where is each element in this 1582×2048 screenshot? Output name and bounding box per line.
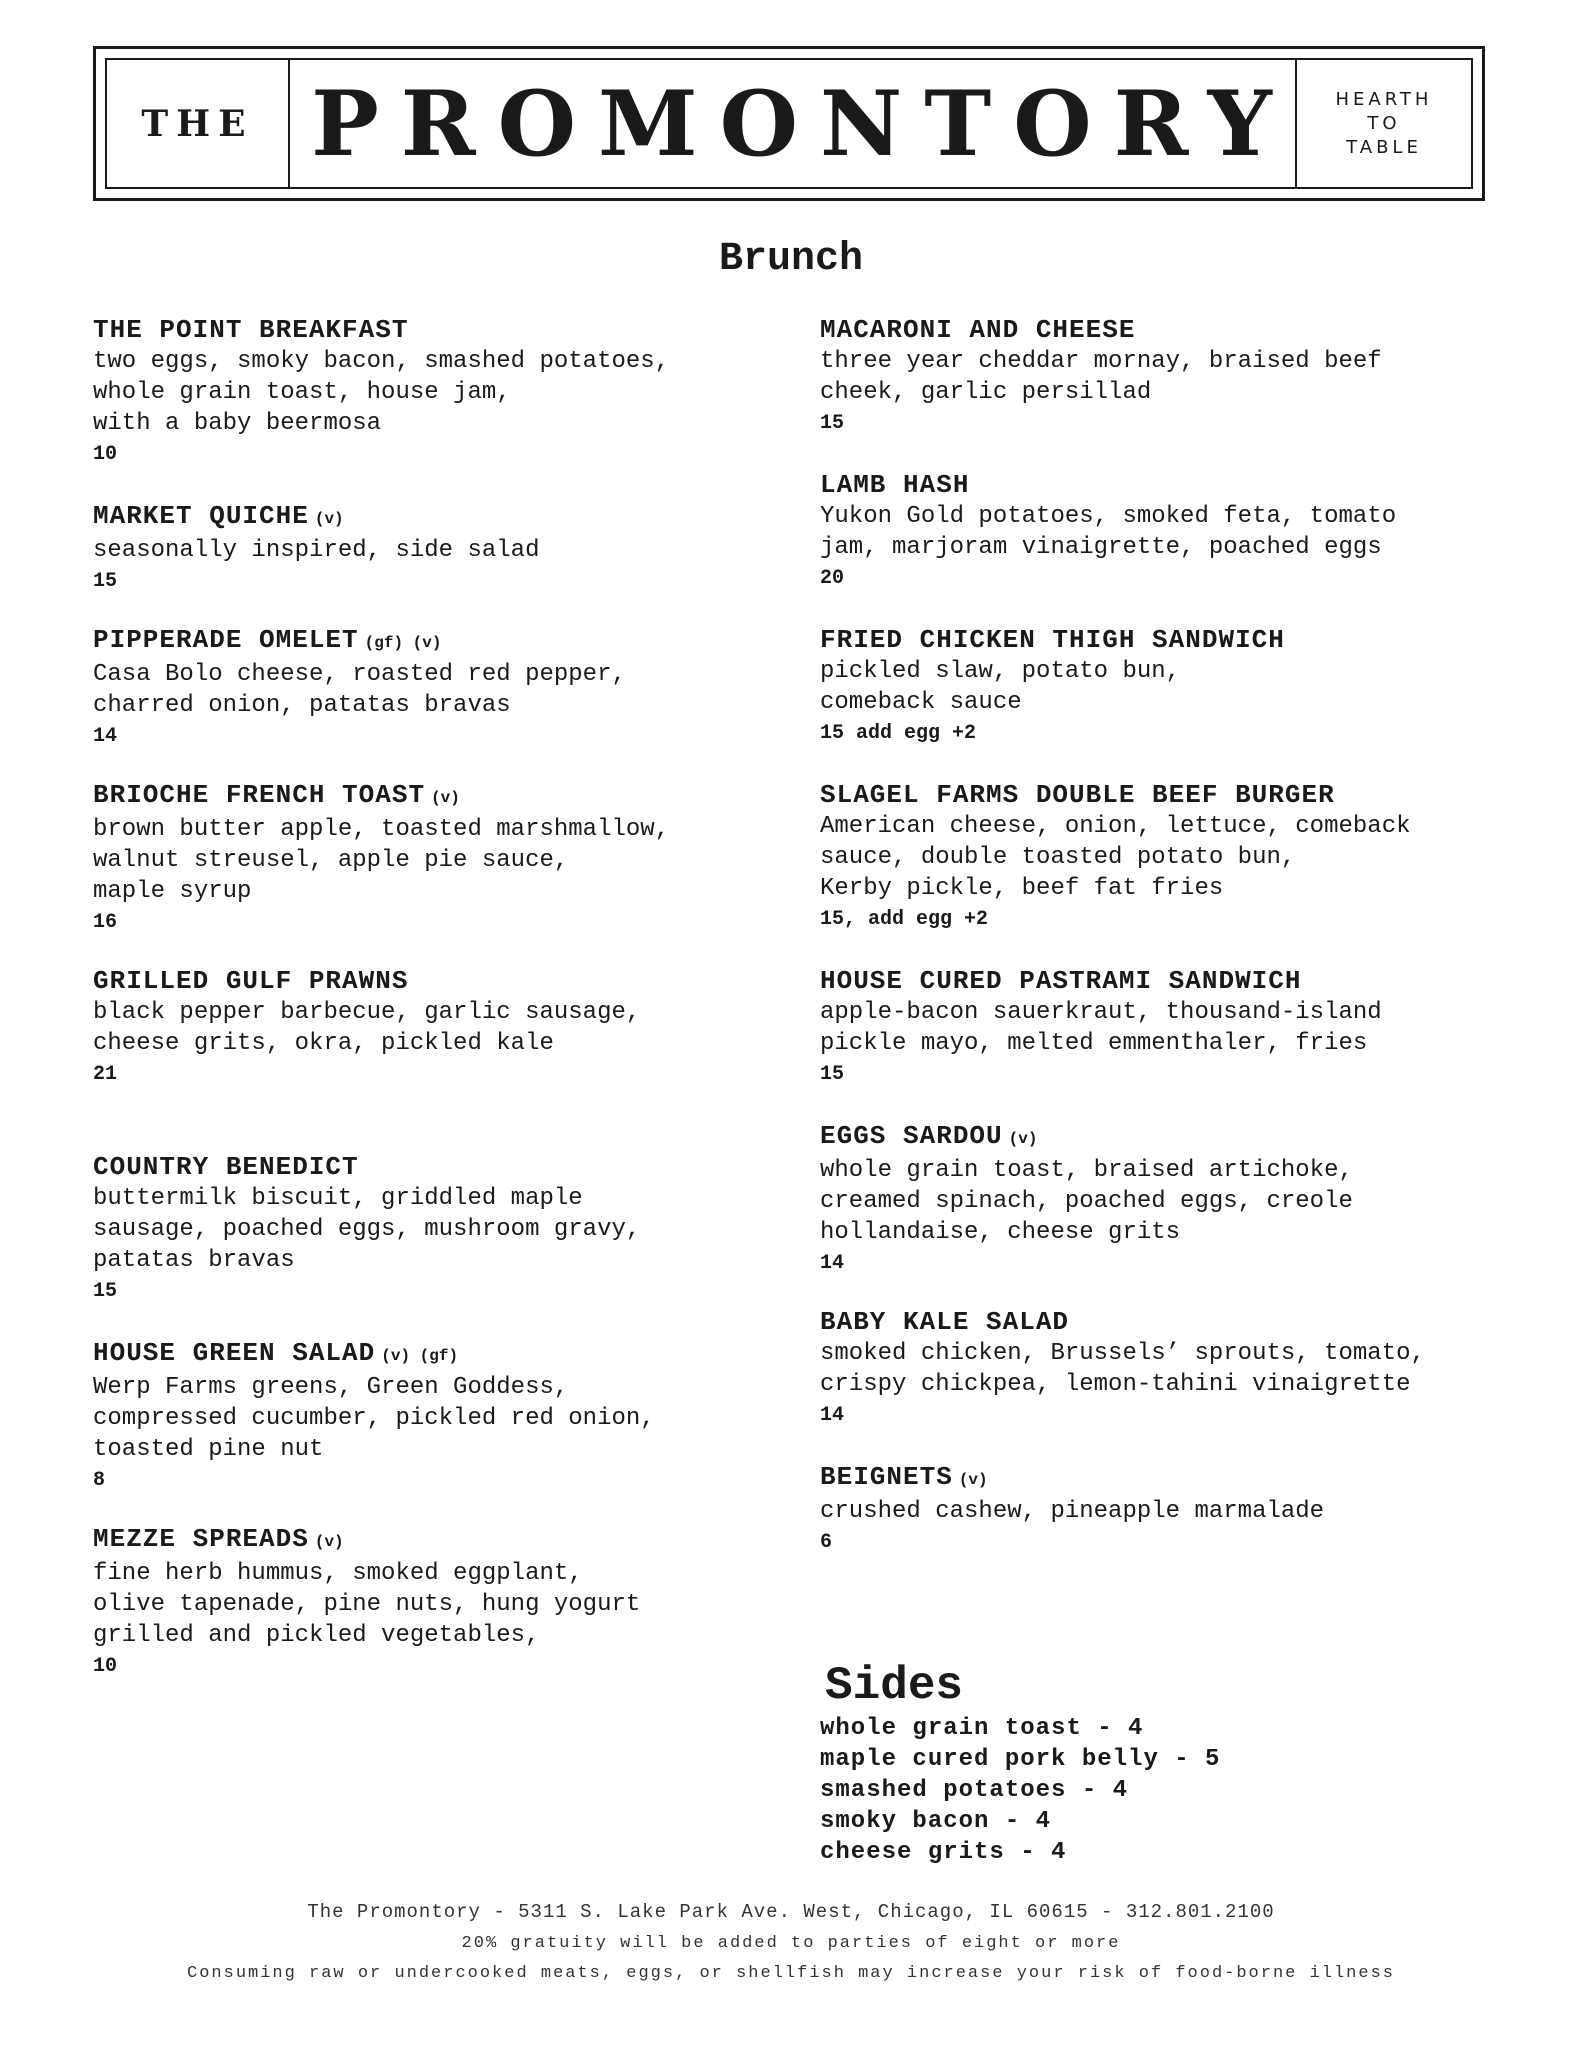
sides-item: smoky bacon - 4 (820, 1808, 1052, 1835)
menu-item (820, 966, 1520, 1090)
footer-gratuity-note: 20% gratuity will be added to parties of eight or more (461, 1934, 1121, 1953)
item-name: EGGS SARDOU (v) (820, 1121, 1038, 1151)
item-description-line: with a baby beermosa (93, 410, 382, 437)
menu-item (93, 625, 773, 752)
sides-item: maple cured pork belly - 5 (820, 1746, 1221, 1773)
item-description-line: grilled and pickled vegetables, (93, 1622, 540, 1649)
item-description-line: maple syrup (93, 878, 252, 905)
menu-item (820, 470, 1520, 594)
dietary-tags: (v) (431, 789, 460, 807)
footer-health-warning: Consuming raw or undercooked meats, eggs, or shellfish may increase your risk of food-borne illness (187, 1964, 1395, 1983)
item-name: BRIOCHE FRENCH TOAST (v) (93, 780, 460, 810)
item-description-line: charred onion, patatas bravas (93, 692, 511, 719)
item-description-line: Kerby pickle, beef fat fries (820, 875, 1224, 902)
item-description-line: sausage, poached eggs, mushroom gravy, (93, 1216, 641, 1243)
item-name: HOUSE GREEN SALAD (v) (gf) (93, 1338, 459, 1368)
item-description-line: comeback sauce (820, 689, 1022, 716)
logo-tagline (1295, 60, 1471, 187)
item-name: BEIGNETS (v) (820, 1462, 988, 1492)
item-name: MEZZE SPREADS (v) (93, 1524, 344, 1554)
dietary-tags: (v) (1008, 1130, 1038, 1148)
item-price: 15 add egg +2 (820, 722, 977, 745)
logo-tagline-line: TO (1367, 112, 1401, 134)
item-name: SLAGEL FARMS DOUBLE BEEF BURGER (820, 780, 1335, 810)
item-description-line: creamed spinach, poached eggs, creole (820, 1188, 1353, 1215)
item-description-line: apple-bacon sauerkraut, thousand-island (820, 999, 1382, 1026)
menu-item (820, 625, 1520, 749)
menu-item (93, 1524, 773, 1682)
menu-item (93, 501, 773, 597)
sides-title: Sides (825, 1660, 964, 1712)
item-name: MACARONI AND CHEESE (820, 315, 1136, 345)
dietary-tags: (v) (314, 1533, 344, 1551)
item-price: 14 (93, 725, 118, 748)
item-description-line: American cheese, onion, lettuce, comeback (820, 813, 1411, 840)
dietary-tags: (v) (958, 1471, 988, 1489)
menu-item (820, 780, 1520, 935)
dietary-tags: (v) (gf) (381, 1347, 459, 1365)
item-description-line: Werp Farms greens, Green Goddess, (93, 1374, 569, 1401)
item-description-line: two eggs, smoky bacon, smashed potatoes, (93, 348, 670, 375)
footer-address: The Promontory - 5311 S. Lake Park Ave. West, Chicago, IL 60615 - 312.801.2100 (307, 1901, 1275, 1923)
sides-item: cheese grits - 4 (820, 1839, 1067, 1866)
menu-title: Brunch (718, 237, 864, 282)
menu-item (820, 1307, 1520, 1431)
item-name: MARKET QUICHE (v) (93, 501, 344, 531)
restaurant-logo (93, 46, 1485, 201)
menu-item (93, 1338, 773, 1496)
item-description-line: Yukon Gold potatoes, smoked feta, tomato (820, 503, 1397, 530)
menu-item (820, 315, 1520, 439)
item-description-line: whole grain toast, braised artichoke, (820, 1157, 1353, 1184)
item-price: 8 (93, 1469, 106, 1492)
item-name: LAMB HASH (820, 470, 970, 500)
item-price: 15, add egg +2 (820, 908, 989, 931)
dietary-tags: (v) (314, 510, 344, 528)
menu-item (93, 780, 773, 938)
item-description-line: jam, marjoram vinaigrette, poached eggs (820, 534, 1382, 561)
menu-item (93, 1152, 773, 1307)
menu-item (93, 315, 773, 470)
item-description-line: black pepper barbecue, garlic sausage, (93, 999, 641, 1026)
sides-item: whole grain toast - 4 (820, 1715, 1144, 1742)
item-description-line: cheese grits, okra, pickled kale (93, 1030, 554, 1057)
item-price: 14 (820, 1404, 845, 1427)
item-price: 6 (820, 1531, 833, 1554)
item-price: 10 (93, 443, 118, 466)
item-description-line: fine herb hummus, smoked eggplant, (93, 1560, 583, 1587)
dietary-tags: (gf) (v) (364, 634, 442, 652)
item-description-line: pickle mayo, melted emmenthaler, fries (820, 1030, 1368, 1057)
item-name: THE POINT BREAKFAST (93, 315, 409, 345)
item-description-line: olive tapenade, pine nuts, hung yogurt (93, 1591, 641, 1618)
menu-item (93, 966, 773, 1090)
item-description-line: compressed cucumber, pickled red onion, (93, 1405, 655, 1432)
item-price: 16 (93, 911, 118, 934)
logo-tagline-line: TABLE (1346, 136, 1422, 158)
item-price: 15 (820, 1063, 845, 1086)
item-name: GRILLED GULF PRAWNS (93, 966, 409, 996)
sides-list (820, 1713, 1220, 1868)
sides-item: smashed potatoes - 4 (820, 1777, 1129, 1804)
menu-item (820, 1462, 1520, 1558)
item-description-line: sauce, double toasted potato bun, (820, 844, 1296, 871)
item-price: 15 (820, 412, 845, 435)
item-description-line: pickled slaw, potato bun, (820, 658, 1181, 685)
item-description-line: seasonally inspired, side salad (93, 537, 540, 564)
item-description-line: Casa Bolo cheese, roasted red pepper, (93, 661, 626, 688)
logo-the: THE (107, 60, 290, 187)
item-price: 15 (93, 570, 118, 593)
item-description-line: toasted pine nut (93, 1436, 324, 1463)
item-description-line: patatas bravas (93, 1247, 295, 1274)
item-price: 20 (820, 567, 845, 590)
item-description-line: buttermilk biscuit, griddled maple (93, 1185, 583, 1212)
item-price: 10 (93, 1655, 118, 1678)
item-description-line: walnut streusel, apple pie sauce, (93, 847, 569, 874)
item-description-line: crushed cashew, pineapple marmalade (820, 1498, 1325, 1525)
item-price: 21 (93, 1063, 118, 1086)
item-price: 14 (820, 1252, 845, 1275)
item-name: COUNTRY BENEDICT (93, 1152, 359, 1182)
item-name: PIPPERADE OMELET (gf) (v) (93, 625, 442, 655)
item-description-line: hollandaise, cheese grits (820, 1219, 1181, 1246)
item-name: BABY KALE SALAD (820, 1307, 1070, 1337)
item-description-line: brown butter apple, toasted marshmallow, (93, 816, 670, 843)
item-description-line: whole grain toast, house jam, (93, 379, 511, 406)
logo-inner-frame (105, 58, 1473, 189)
logo-name: PROMONTORY (311, 70, 1294, 177)
item-name: FRIED CHICKEN THIGH SANDWICH (820, 625, 1285, 655)
item-description-line: cheek, garlic persillad (820, 379, 1152, 406)
item-name: HOUSE CURED PASTRAMI SANDWICH (820, 966, 1302, 996)
item-description-line: crispy chickpea, lemon-tahini vinaigrette (820, 1371, 1411, 1398)
logo-tagline-line: HEARTH (1335, 88, 1433, 110)
menu-item (820, 1121, 1520, 1279)
item-description-line: smoked chicken, Brussels’ sprouts, tomato, (820, 1340, 1425, 1367)
item-price: 15 (93, 1280, 118, 1303)
item-description-line: three year cheddar mornay, braised beef (820, 348, 1382, 375)
